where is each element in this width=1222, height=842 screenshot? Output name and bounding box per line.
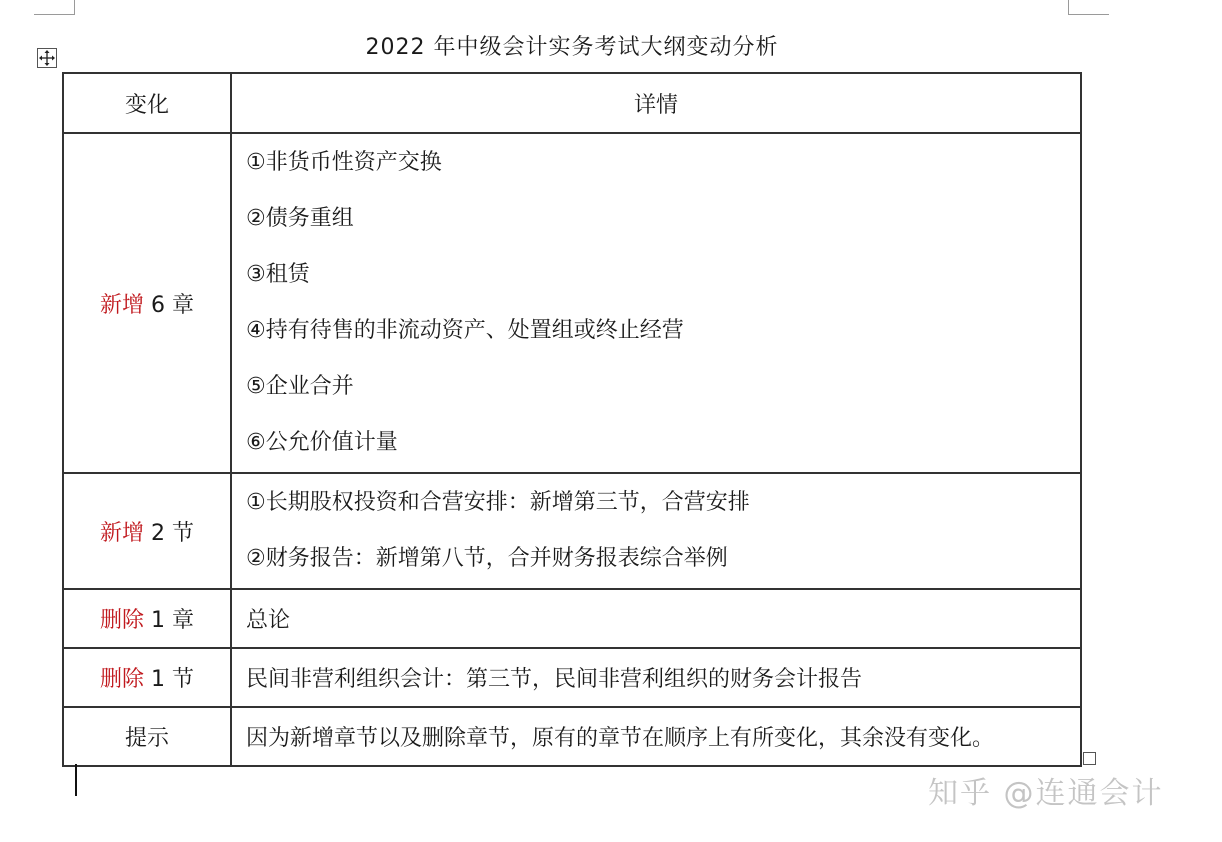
header-details: 详情 (231, 73, 1081, 133)
table-row (63, 589, 1081, 648)
outline-table (62, 72, 1082, 767)
move-handle-icon (38, 49, 56, 67)
details-cell: 总论 (231, 589, 1081, 648)
details-cell: 因为新增章节以及删除章节，原有的章节在顺序上有所变化，其余没有变化。 (231, 707, 1081, 766)
detail-line: ①非货币性资产交换 (246, 150, 442, 175)
table-row (63, 473, 1081, 589)
change-cell (63, 473, 231, 589)
table-row (63, 133, 1081, 473)
resize-handle-icon[interactable] (1083, 752, 1096, 765)
detail-line: ②债务重组 (246, 206, 354, 231)
document-title: 2022 年中级会计实务考试大纲变动分析 (365, 35, 779, 60)
change-suffix: 提示 (124, 726, 169, 751)
detail-line: ⑥公允价值计量 (246, 430, 398, 455)
detail-line: ③租赁 (246, 262, 310, 287)
watermark: 知乎 @连通会计 (928, 776, 1164, 811)
header-change: 变化 (63, 73, 231, 133)
change-prefix: 新增 (100, 292, 145, 318)
change-cell (63, 133, 231, 473)
detail-line: ④持有待售的非流动资产、处置组或终止经营 (246, 318, 684, 343)
table-move-handle[interactable] (37, 48, 57, 68)
text-cursor (75, 764, 77, 796)
change-prefix: 删除 (100, 667, 145, 692)
details-cell: 民间非营利组织会计：第三节，民间非营利组织的财务会计报告 (231, 648, 1081, 707)
change-cell (63, 707, 231, 766)
change-cell (63, 648, 231, 707)
change-suffix: 1 章 (144, 608, 194, 633)
detail-line: ②财务报告：新增第八节，合并财务报表综合举例 (246, 546, 728, 571)
page-corner-top-left (34, 0, 75, 15)
change-prefix: 删除 (100, 608, 145, 633)
details-cell (231, 133, 1081, 473)
change-prefix: 新增 (100, 520, 145, 546)
change-suffix: 1 节 (144, 667, 194, 692)
change-cell (63, 589, 231, 648)
details-cell (231, 473, 1081, 589)
table-row (63, 707, 1081, 766)
change-suffix: 2 节 (144, 520, 194, 546)
table-header-row (63, 73, 1081, 133)
page-corner-top-right (1068, 0, 1109, 15)
detail-line: ①长期股权投资和合营安排：新增第三节，合营安排 (246, 490, 750, 515)
table-row (63, 648, 1081, 707)
detail-line: ⑤企业合并 (246, 374, 354, 399)
change-suffix: 6 章 (144, 292, 194, 318)
